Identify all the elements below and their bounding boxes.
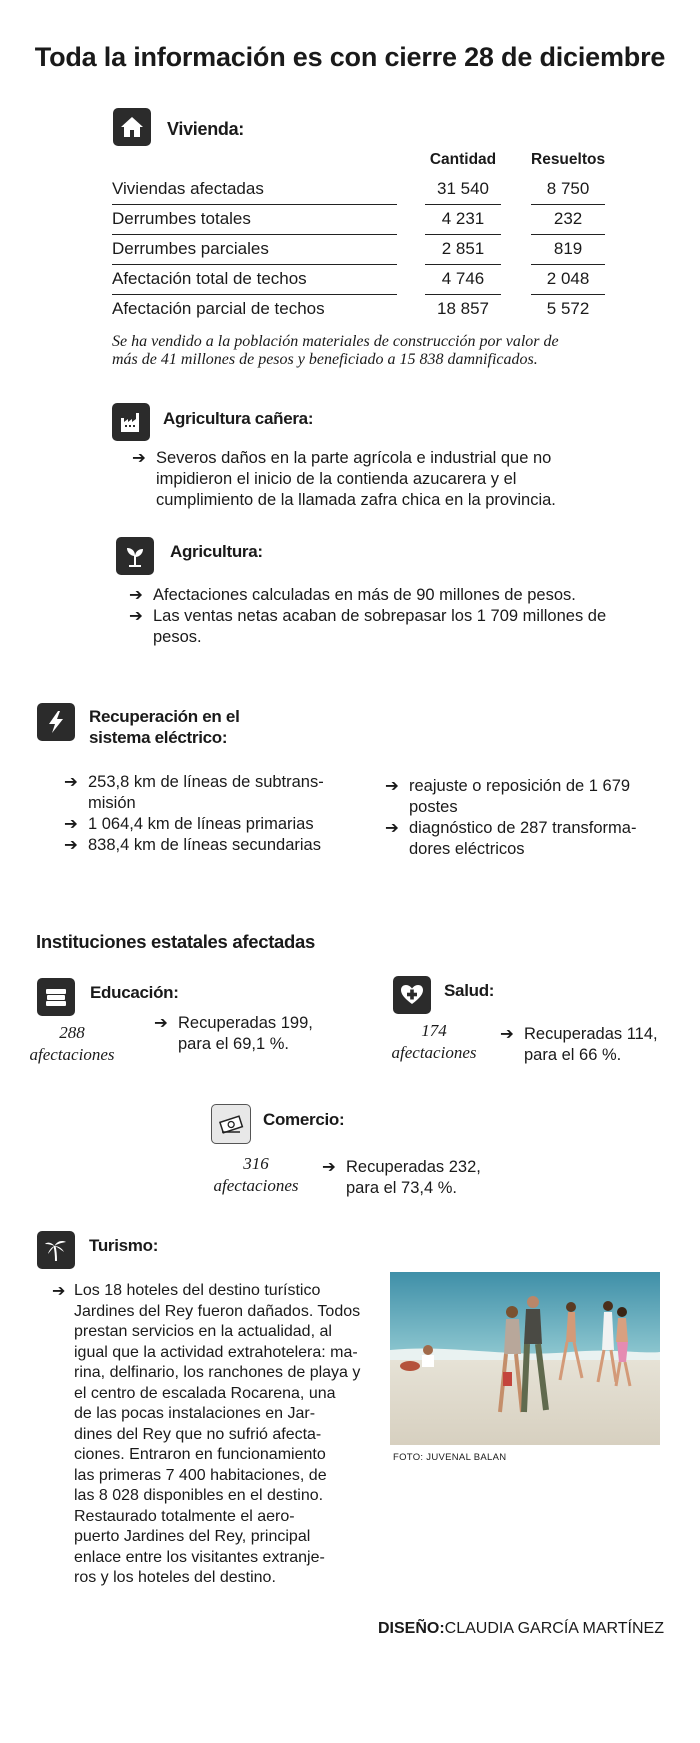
- turismo-text: ➔ Los 18 hoteles del destino turístico Jardines del Rey fueron dañados. Todos prestan servicios en la actualidad, al igual que la actividad extrahotelera: ma- rina, delfinario, los ranchones de playa y el centro de escalada Rocarena, una de las pocas instalaciones en Jar- dines del Rey que no sufrió afecta- ciones. Entraron en funcionamiento las primeras 7 400 habitaciones, de las 8 028 disponibles en el destino. Restaurado totalmente el aero- puerto Jardines del Rey, principal enlace entre los visitantes extranje- ros y los hoteles del destino.: [52, 1282, 361, 1586]
- instituciones-heading: Instituciones estatales afectadas: [36, 931, 316, 952]
- electrico-list-left: [64, 772, 359, 856]
- col-resueltos: Resueltos: [531, 151, 606, 168]
- list-item: ➔ Afectaciones calculadas en más de 90 millones de pesos.: [129, 586, 576, 604]
- table-row: Afectación total de techos 4 746 2 048: [112, 265, 605, 295]
- table-row: Derrumbes totales 4 231 232: [112, 205, 605, 235]
- col-cantidad: Cantidad: [429, 151, 497, 168]
- beach-photo: [390, 1272, 660, 1445]
- educacion-recuperadas: ➔ Recuperadas 199, para el 69,1 %.: [154, 1014, 313, 1053]
- lightning-icon: [37, 703, 75, 741]
- list-item: ➔ Severos daños en la parte agrícola e industrial que no impidieron el inicio de la contienda azucarera y el cumplimiento de la llamada zafra chica en la provincia.: [132, 449, 556, 509]
- salud-afectaciones: 174 afectaciones: [391, 1021, 477, 1062]
- list-item: ➔ 1 064,4 km de líneas primarias: [64, 815, 314, 833]
- vivienda-note: Se ha vendido a la población materiales de construcción por valor de más de 41 millones de pesos y beneficiado a 15 838 damnificados.: [112, 333, 559, 368]
- list-item: ➔ Las ventas netas acaban de sobrepasar los 1 709 millones de pesos.: [129, 607, 607, 646]
- electrico-list-right: [385, 776, 665, 860]
- books-icon: [37, 978, 75, 1016]
- money-icon: [211, 1104, 251, 1144]
- page-title: Toda la información es con cierre 28 de diciembre: [34, 42, 666, 72]
- educacion-heading: Educación:: [90, 983, 179, 1002]
- table-row: Viviendas afectadas 31 540 8 750: [112, 175, 605, 205]
- comercio-afectaciones: 316 afectaciones: [213, 1154, 299, 1195]
- salud-recuperadas: ➔ Recuperadas 114, para el 66 %.: [500, 1025, 658, 1064]
- list-item: ➔ 838,4 km de líneas secundarias: [64, 836, 321, 854]
- sprout-icon: [116, 537, 154, 575]
- table-row: Afectación parcial de techos 18 857 5 572: [112, 299, 590, 318]
- agricultura-canera-heading: Agricultura cañera:: [163, 409, 314, 428]
- salud-heading: Salud:: [444, 981, 495, 1000]
- agricultura-heading: Agricultura:: [170, 542, 263, 561]
- house-icon: [113, 108, 151, 146]
- table-row: Derrumbes parciales 2 851 819: [112, 235, 605, 265]
- list-item: ➔ 253,8 km de líneas de subtrans-misión: [64, 773, 324, 812]
- comercio-recuperadas: ➔ Recuperadas 232, para el 73,4 %.: [322, 1158, 481, 1197]
- educacion-afectaciones: 288 afectaciones: [29, 1023, 115, 1064]
- comercio-heading: Comercio:: [263, 1110, 345, 1129]
- agricultura-list: [129, 585, 629, 648]
- list-item: ➔ diagnóstico de 287 transforma-dores eléctricos: [385, 819, 637, 858]
- list-item: ➔ reajuste o reposición de 1 679 postes: [385, 777, 631, 816]
- electrico-heading: Recuperación en el sistema eléctrico:: [89, 707, 240, 747]
- factory-icon: [112, 403, 150, 441]
- palm-tree-icon: [37, 1231, 75, 1269]
- vivienda-heading: Vivienda:: [167, 119, 244, 139]
- vivienda-table: [112, 151, 605, 324]
- medical-cross-icon: [393, 976, 431, 1014]
- agricultura-canera-list: [132, 448, 572, 511]
- photo-credit: FOTO: JUVENAL BALAN: [393, 1452, 507, 1463]
- design-credit: DISEÑO:CLAUDIA GARCÍA MARTÍNEZ: [378, 1620, 664, 1637]
- turismo-heading: Turismo:: [89, 1236, 159, 1255]
